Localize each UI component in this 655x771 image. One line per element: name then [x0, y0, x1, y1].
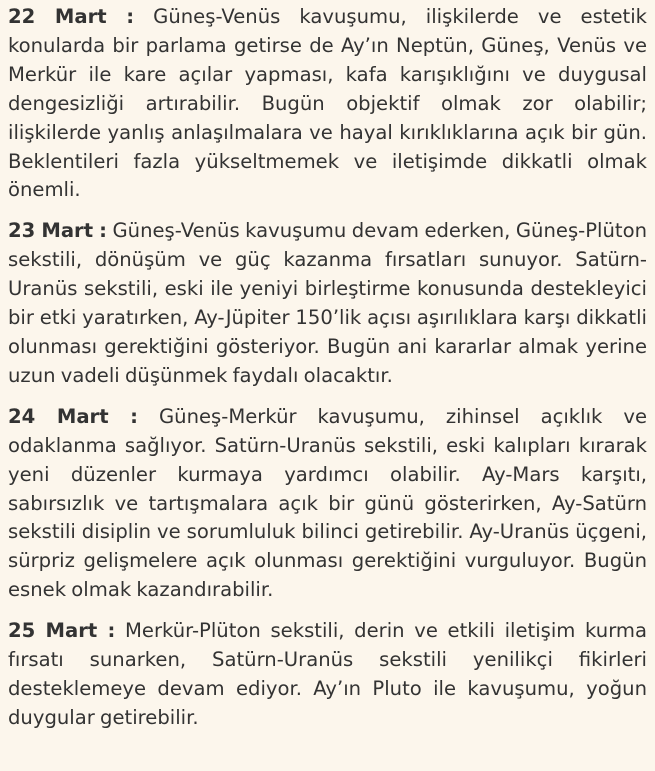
entry-text: Güneş-Merkür kavuşumu, zihinsel açıklık ve odaklanma sağlıyor. Satürn-Uranüs sekstili, eski kalıpları kırarak yeni düzenler kurmaya yardımcı olabilir. Ay-Mars karşıtı, sabırsızlık ve tartışmalara açık bir günü gösterirken, Ay-Satürn sekstili disiplin ve sorumluluk bilinci getirebilir. Ay-Uranüs üçgeni, sürpriz gelişmelere açık olunması gerektiğini vurguluyor. Bugün esnek olmak kazandırabilir. — [8, 404, 647, 602]
entry-date: 24 Mart : — [8, 404, 138, 428]
entry-25-mart — [8, 617, 647, 733]
entry-text: Güneş-Venüs kavuşumu devam ederken, Güneş-Plüton sekstili, dönüşüm ve güç kazanma fırsatları sunuyor. Satürn-Uranüs sekstili, eski ile yeniyi birleştirme konusunda destekleyici bir etki yaratırken, Ay-Jüpiter 150’lik açısı aşırılıklara karşı dikkatli olunması gerektiğini gösteriyor. Bugün ani kararlar almak yerine uzun vadeli düşünmek faydalı olacaktır. — [8, 219, 647, 387]
entry-date: 23 Mart : — [8, 219, 107, 243]
entry-text: Güneş-Venüs kavuşumu, ilişkilerde ve estetik konularda bir parlama getirse de Ay’ın Neptün, Güneş, Venüs ve Merkür ile kare açılar yapması, kafa karışıklığını ve duygusal dengesizliği artırabilir. Bugün objektif olmak zor olabilir; ilişkilerde yanlış anlaşılmalara ve hayal kırıklıklarına açık bir gün. Beklentileri fazla yükseltmemek ve iletişimde dikkatli olmak önemli. — [8, 5, 648, 202]
entry-24-mart — [8, 403, 647, 605]
entry-22-mart — [8, 3, 647, 205]
entry-date: 25 Mart : — [8, 619, 116, 643]
entry-23-mart — [8, 217, 647, 390]
entry-text: Merkür-Plüton sekstili, derin ve etkili iletişim kurma fırsatı sunarken, Satürn-Uranüs sekstili yenilikçi fikirleri desteklemeye devam ediyor. Ay’ın Pluto ile kavuşumu, yoğun duygular getirebilir. — [8, 619, 648, 729]
entry-date: 22 Mart : — [8, 5, 135, 28]
